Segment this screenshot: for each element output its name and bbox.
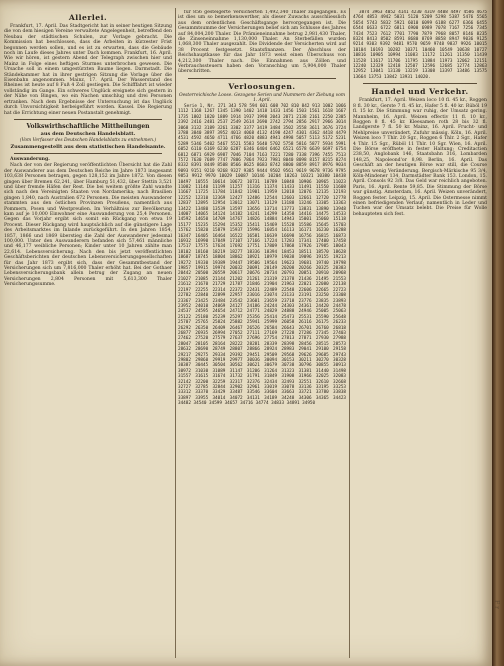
lottery-numbers: Serie 1, Nr. 271 343 578 594 601 608 702 810 842 913 1002 1066 1112 1168 1267 1345 1390 1402 1418 1433 1456 1503 1561 1618 1667 1735 1802 1820 1889 1914 1937 1998 2043 2071 2138 2161 2250 2305 2392 2416 2481 2537 2549 2614 2690 2742 2794 2856 2917 2966 3014 3068 3132 3189 3261 3302 3377 3419 3484 3502 3558 3611 3676 3724 3788 3840 3897 3952 4013 4068 4132 4190 4247 4301 4362 4418 4479 4531 4592 4650 4711 4766 4820 4883 4941 4998 5057 5113 5172 5231 5289 5346 5402 5467 5521 5583 5640 5702 5758 5816 5877 5934 5991 6052 6110 6169 6230 6287 6346 6404 6462 6521 6578 6639 6697 6754 6812 6871 6929 6987 7046 7104 7163 7221 7280 7338 7396 7455 7513 7572 7630 7689 7747 7806 7864 7923 7981 8040 8098 8157 8215 8274 8332 8391 8449 8508 8566 8625 8683 8742 8800 8859 8917 8976 9034 9093 9151 9210 9268 9327 9385 9444 9502 9561 9619 9678 9736 9795 9853 9912 9970 10029 10087 10146 10204 10263 10321 10380 10438 10497 10555 10614 10672 10731 10789 10848 10906 10965 11023 11082 11140 11199 11257 11316 11374 11433 11491 11550 11608 11667 11725 11784 11842 11901 11959 12018 12076 12135 12193 12252 12310 12369 12427 12486 12544 12603 12661 12720 12778 12837 12895 12954 13012 13071 13129 13188 13246 13305 13363 13422 13480 13539 13597 13656 13714 13773 13831 13890 13948 14007 14065 14124 14182 14241 14299 14358 14416 14475 14533 14592 14650 14709 14767 14826 14884 14943 15001 15060 15118 15177 15235 15294 15352 15411 15469 15528 15586 15645 15703 15762 15820 15879 15937 15996 16054 16113 16171 16230 16288 16347 16405 16464 16522 16581 16639 16698 16756 16815 16873 16932 16990 17049 17107 17166 17224 17283 17341 17400 17458 17517 17575 17634 17692 17751 17809 17868 17926 17985 18043 18102 18160 18219 18277 18336 18394 18453 18511 18570 18628 18687 18745 18804 18862 18921 18979 19038 19096 19155 19213 19272 19330 19389 19447 19506 19564 19623 19681 19740 19798 19857 19915 19974 20032 20091 20149 20208 20266 20325 20383 20442 20500 20559 20617 20676 20734 20793 20851 20910 20968 21027 21085 21144 21202 21261 21319 21378 21436 21495 21553 21612 21670 21729 21787 21846 21904 21963 22021 22080 22138 22197 22255 22314 22372 22431 22489 22548 22606 22665 22723 22782 22840 22899 22957 23016 23074 23133 23191 23250 23308 23367 23425 23484 23542 23601 23659 23718 23776 23835 23893 23952 24010 24069 24127 24186 24244 24303 24361 24420 24478 24537 24595 24654 24712 24771 24829 24888 24946 25005 25063 25122 25180 25239 25297 25356 25414 25473 25531 25590 25648 25707 25765 25824 25882 25941 25999 26058 26116 26175 26233 26292 26350 26409 26467 26526 26584 26643 26701 26760 26818 26877 26935 26994 27052 27111 27169 27228 27286 27345 27403 27462 27520 27579 27637 27696 27754 27813 27871 27930 27988 28047 28105 28164 28222 28281 28339 28398 28456 28515 28573 28632 28690 28749 28807 28866 28924 28983 29041 29100 29158 29217 29275 29334 29392 29451 29509 29568 29626 29685 29743 29802 29860 29919 29977 30036 30094 30153 30211 30270 30328 30387 30445 30504 30562 30621 30679 30738 30796 30855 30913 30972 31030 31089 31147 31206 31264 31323 31381 31440 31498 31557 31615 31674 31732 31791 31849 31908 31966 32025 32083 32142 32200 32259 32317 32376 32434 32493 32551 32610 32668 32727 32785 32844 32902 32961 33019 33078 33136 33195 33253 33312 33370 33429 33487 33546 33604 33663 33721 33780 33838 33897 33955 34014 34072 34131 34189 34248 34306 34365 34423 34482 34540 34599 34657 34716 34774 34833 34891 34950 bbox=[178, 103, 346, 407]
column-rule bbox=[175, 8, 176, 658]
section-heading-verloosungen: Verloosungen. bbox=[228, 81, 296, 91]
divider bbox=[14, 153, 162, 154]
divider bbox=[363, 83, 477, 84]
section-line: Zusammengestellt aus dem statistischen Handelsamte. bbox=[10, 143, 166, 150]
article-text: für 856 gesteigerte Versicherten 1,492,340 Thaler zugegangen. Es ist dies um so bemerkenswerther, als dieser Zuwachs ausschliesslich aus dem ordentlichen Geschäftsgange hervorgegangen ist. Die Gesammtsumme der Versicherungen belief sich am Schlusse des Jahres auf 84,004,200 Thaler. Die Prämieneinnahme betrug 2,981,430 Thaler, die Zinseneinnahme 1,130,000 Thaler. An Sterbefällen wurden 1,068,300 Thaler ausgezahlt. Die Dividende der Versicherten wird auf 38 Procent festgesetzt. Staatsfinanzen. Der Abschluss der Reichshauptkasse für das Jahr 1873 weist einen Überschuss von 4,212,300 Thaler nach. Die Einnahmen aus Zöllen und Verbrauchssteuern haben den Voranschlag um 5,904,000 Thaler überschritten. bbox=[178, 10, 346, 75]
column-right bbox=[353, 10, 487, 658]
divider bbox=[14, 119, 162, 120]
lottery-numbers: 3874 3963 4052 4141 4230 4319 4408 4497 4586 4675 4764 4853 4942 5031 5120 5209 5298 5387 5476 5565 5654 5743 5832 5921 6010 6099 6188 6277 6366 6455 6544 6633 6722 6811 6900 6989 7078 7167 7256 7345 7434 7523 7612 7701 7790 7879 7968 8057 8146 8235 8324 8413 8502 8591 8680 8769 8858 8947 9036 9125 9214 9303 9392 9481 9570 9659 9748 9837 9926 10015 10104 10193 10282 10371 10460 10549 10638 10727 10816 10905 10994 11083 11172 11261 11350 11439 11528 11617 11706 11795 11884 11973 12062 12151 12240 12329 12418 12507 12596 12685 12774 12863 12952 13041 13130 13219 13308 13397 13486 13575 13664 13753 13842 13931 14020. bbox=[353, 10, 487, 80]
divider bbox=[188, 78, 336, 79]
section-heading-handel: Handel und Verkehr. bbox=[371, 87, 469, 97]
section-heading-allerlei: Allerlei. bbox=[68, 13, 108, 22]
section-note: Oesterreichische Loose. Gezogene Serien und Nummern der Ziehung vom 1. April. bbox=[178, 92, 346, 103]
section-subheading: aus dem Deutschen Handelsblatt. bbox=[40, 130, 136, 137]
article-text: Frankfurt, 17. April. Weizen loco 10 fl. 45 kr., Roggen 8 fl. 30 kr., Gerste 7 fl. 45 kr., Hafer 5 fl. 40 kr. Rüböl 19 fl. 15 kr. Die Stimmung war ruhig, der Umsatz gering. Mannheim, 16. April. Weizen effectiv 11 fl. 10 kr., Roggen 8 fl. 45 kr. Kleesamen roth 28 bis 32 fl. Landgerste 7 fl. 50 kr. Mainz, 16. April. Frucht- und Mehlpreise unverändert, Zufuhr mässig. Köln, 16. April. Weizen loco 7 Thlr. 20 Sgr., Roggen 6 Thlr. 2 Sgr., Hafer 4 Thlr. 15 Sgr., Rüböl 11 Thlr. 10 Sgr. Wien, 16. April. Die Börse eröffnete in fester Haltung; Creditactien 238,50, Anglobank 146, Staatsbahn 316, Lombarden 148,25, Napoleond'or 8,98. Berlin, 16. April. Das Geschäft an der heutigen Börse war still, die Course zeigten wenig Veränderung. Bergisch-Märkische 95 3/4, Köln-Mindener 134, Darmstädter Bank 153. London, 15. April. Consols 92 3/8. Das Geld war reichlich angeboten. Paris, 16. April. Rente 59,85. Die Stimmung der Börse war günstig. Amsterdam, 16. April. Weizen unverändert, Roggen fester. Leipzig, 15. April. Die Ostermesse nimmt einen befriedigenden Verlauf; namentlich in Leder und Tuchen war der Umsatz belebt. Die Preise für Wolle behaupteten sich fest. bbox=[353, 98, 487, 217]
column-left bbox=[4, 10, 172, 658]
sub-heading: Auswanderung. bbox=[10, 156, 50, 162]
article-text: Nach der von der Regierung veröffentlichten Übersicht hat die Zahl der Auswanderer aus dem Deutschen Reiche im Jahre 1873 insgesamt 103,638 Personen betragen, gegen 128,152 im Jahre 1872. Von diesen gingen über Bremen 62,241, über Hamburg 51,432, über Stettin 3,521 und über fremde Häfen der Rest. Die bei weitem größte Zahl wandte sich nach den Vereinigten Staaten von Nordamerika; nach Brasilien gingen 1,840, nach Australien 672 Personen. Die meisten Auswanderer stammten aus den östlichen Provinzen Preußens, namentlich aus Pommern, Posen und Westpreußen. Im Verhältniss zur Bevölkerung kam auf je 10,000 Einwohner eine Auswanderung von 25,4 Personen. Gegen das Vorjahr ergibt sich somit ein Rückgang von etwa 19 Procent. Dieser Rückgang wird hauptsächlich auf die günstigere Lage des Arbeitsmarktes im Inlande zurückgeführt. In den Jahren 1854, 1857, 1866 und 1869 überstieg die Zahl der Auswanderer jedesmal 100,000. Unter den Auswanderern befanden sich 57,461 männliche und 46,177 weibliche Personen; Kinder unter 10 Jahren zählte man 22,614. Lebensversicherung. Nach den bis jetzt veröffentlichten Geschäftsberichten der deutschen Lebensversicherungsgesellschaften für das Jahr 1873 ergibt sich, dass der Gesammtbestand der Versicherungen sich um 7,816,000 Thaler erhöht hat. Bei der Gothaer Lebensversicherungsbank allein betrug der Zugang an neuen Versicherungen 2,804 Personen mit 5,613,300 Thaler Versicherungssumme. bbox=[4, 163, 172, 288]
section-note: (Vom Verfasser des Deutschen Handelsblatts zu entnehmen.) bbox=[19, 137, 157, 143]
page-edge bbox=[492, 0, 504, 666]
margin-stamp: Fr bbox=[493, 600, 500, 612]
column-rule bbox=[349, 8, 350, 658]
section-heading-economics: Volkswirthschaftliche Mittheilungen bbox=[26, 122, 150, 130]
article-text: Frankfurt, 17. April. Das Stadtgericht hat in seiner heutigen Sitzung die von dem hiesigen Vereine verwaltete Angelegenheit, betreffend den Neubau der städtischen Schulen, zur Vorlage gebracht. Die Kommission hat beschlossen, dass die Arbeiten in kürzester Frist begonnen werden sollen, und es ist zu erwarten, dass die Gebäude noch im Laufe dieses Jahres unter Dach kommen. Frankfurt, 16. April. Wie wir hören, ist gestern Abend der Telegraph zwischen hier und Mainz in Folge eines heftigen Sturmes unterbrochen gewesen. Die Ursache soll in einem umgestürzten Baume liegen. Darmstadt. Die Ständekammer hat in ihrer gestrigen Sitzung die Vorlage über die Eisenbahn angenommen. Mainz, 17. April. Der Wasserstand des Rheines ist heute auf 8 Fuß 4 Zoll gestiegen. Die Schifffahrt ist wieder vollständig im Gange. Ein schweres Unglück ereignete sich gestern in der Nähe von Bingen, wo ein Nachen umschlug und drei Personen ertranken. Nach dem Ergebnisse der Untersuchung ist das Unglück durch Unvorsichtigkeit herbeigeführt worden. Kassel. Die Regierung hat die Errichtung einer neuen Postanstalt genehmigt. bbox=[4, 24, 172, 116]
column-middle bbox=[178, 10, 346, 658]
